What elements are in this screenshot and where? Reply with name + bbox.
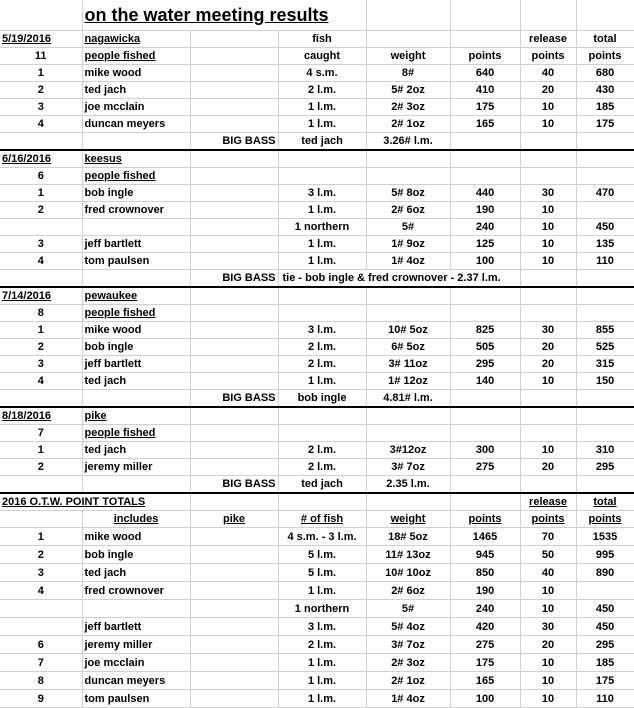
people-count: 7 (0, 425, 82, 442)
total-points-header: points (576, 48, 634, 65)
release-points: 10 (520, 582, 576, 600)
points: 300 (450, 442, 520, 459)
lake-name: nagawicka (82, 31, 190, 48)
points: 850 (450, 564, 520, 582)
big-bass-angler: bob ingle (278, 390, 366, 408)
release-points: 10 (520, 99, 576, 116)
people-count: 11 (0, 48, 82, 65)
place: 2 (0, 546, 82, 564)
fish-weight: 3# 11oz (366, 356, 450, 373)
place: 3 (0, 99, 82, 116)
lake-name: keesus (82, 150, 190, 168)
fish-caught: 2 l.m. (278, 82, 366, 99)
fish-count: 1 l.m. (278, 582, 366, 600)
fish-weight: 8# (366, 65, 450, 82)
people-fished-label: people fished (82, 425, 190, 442)
angler-name: duncan meyers (82, 116, 190, 133)
total-points: 315 (576, 356, 634, 373)
big-bass-row (0, 133, 634, 151)
total-points: 890 (576, 564, 634, 582)
angler-name: jeff bartlett (82, 236, 190, 253)
points: 100 (450, 253, 520, 270)
fish-weight: 1# 9oz (366, 236, 450, 253)
big-bass-weight: 3.26# l.m. (366, 133, 450, 151)
release-points: 20 (520, 82, 576, 99)
big-bass-row (0, 390, 634, 408)
totals-row (0, 600, 634, 618)
total-points: 110 (576, 690, 634, 708)
place: 4 (0, 116, 82, 133)
result-row (0, 459, 634, 476)
fish-caught: 1 l.m. (278, 99, 366, 116)
totals-row (0, 582, 634, 600)
place: 1 (0, 528, 82, 546)
result-row (0, 339, 634, 356)
fish-weight: 10# 5oz (366, 322, 450, 339)
angler-name: bob ingle (82, 339, 190, 356)
release-points: 10 (520, 600, 576, 618)
fish-count: 4 s.m. - 3 l.m. (278, 528, 366, 546)
event-date: 6/16/2016 (0, 150, 82, 168)
fish-caught: 3 l.m. (278, 322, 366, 339)
total-header: total (576, 31, 634, 48)
points: 275 (450, 459, 520, 476)
fish-count: 1 l.m. (278, 672, 366, 690)
place: 9 (0, 690, 82, 708)
place (0, 219, 82, 236)
totals-row (0, 546, 634, 564)
big-bass-weight: 4.81# l.m. (366, 390, 450, 408)
total-points: 110 (576, 253, 634, 270)
people-fished-row (0, 48, 634, 65)
title-row (0, 0, 634, 31)
points: 825 (450, 322, 520, 339)
result-row (0, 253, 634, 270)
angler-name: fred crownover (82, 582, 190, 600)
fish-count: 1 northern (278, 600, 366, 618)
total-points: 450 (576, 618, 634, 636)
release-points: 10 (520, 690, 576, 708)
points-header: points (450, 511, 520, 528)
fish-weight: 2# 1oz (366, 116, 450, 133)
total-weight: 2# 1oz (366, 672, 450, 690)
big-bass-weight: 2.35 l.m. (366, 476, 450, 494)
release-header: release (520, 31, 576, 48)
release-points: 10 (520, 116, 576, 133)
total-weight: 2# 3oz (366, 654, 450, 672)
place: 1 (0, 322, 82, 339)
people-fished-label: people fished (82, 168, 190, 185)
people-fished-label: people fished (82, 48, 190, 65)
fish-count: 1 l.m. (278, 654, 366, 672)
fish-weight: 2# 6oz (366, 202, 450, 219)
fish-caught: 1 l.m. (278, 116, 366, 133)
fish-caught: 1 l.m. (278, 202, 366, 219)
angler-name: ted jach (82, 442, 190, 459)
angler-name: bob ingle (82, 185, 190, 202)
big-bass-label: BIG BASS (190, 476, 278, 494)
result-row (0, 373, 634, 390)
angler-name: jeff bartlett (82, 618, 190, 636)
total-points: 185 (576, 654, 634, 672)
totals-row (0, 564, 634, 582)
place: 3 (0, 236, 82, 253)
total-weight: 11# 13oz (366, 546, 450, 564)
points: 240 (450, 219, 520, 236)
total-points: 855 (576, 322, 634, 339)
total-weight: 1# 4oz (366, 690, 450, 708)
fish-weight: 3#12oz (366, 442, 450, 459)
total-points: 310 (576, 442, 634, 459)
release-points: 10 (520, 202, 576, 219)
total-weight: 18# 5oz (366, 528, 450, 546)
fish-caught: 2 l.m. (278, 356, 366, 373)
fish-caught: 2 l.m. (278, 339, 366, 356)
angler-name: mike wood (82, 528, 190, 546)
angler-name: ted jach (82, 564, 190, 582)
totals-row (0, 618, 634, 636)
fish-weight: 5# (366, 219, 450, 236)
big-bass-label: BIG BASS (190, 390, 278, 408)
angler-name: fred crownover (82, 202, 190, 219)
release-points: 20 (520, 636, 576, 654)
pike-header: pike (190, 511, 278, 528)
result-row (0, 202, 634, 219)
angler-name: joe mcclain (82, 99, 190, 116)
release-points: 20 (520, 356, 576, 373)
release-points: 50 (520, 546, 576, 564)
total-points: 150 (576, 373, 634, 390)
event-header-row (0, 31, 634, 48)
people-count: 6 (0, 168, 82, 185)
result-row (0, 442, 634, 459)
release-points: 10 (520, 253, 576, 270)
fish-weight: 1# 12oz (366, 373, 450, 390)
total-weight: 10# 10oz (366, 564, 450, 582)
event-date: 7/14/2016 (0, 287, 82, 305)
points: 240 (450, 600, 520, 618)
points: 100 (450, 690, 520, 708)
points: 165 (450, 672, 520, 690)
total-points: 175 (576, 672, 634, 690)
totals-row (0, 528, 634, 546)
place: 4 (0, 582, 82, 600)
total-points: 450 (576, 219, 634, 236)
place: 4 (0, 253, 82, 270)
release-points: 30 (520, 185, 576, 202)
total-points: 995 (576, 546, 634, 564)
place: 3 (0, 356, 82, 373)
fish-caught: 1 northern (278, 219, 366, 236)
points: 945 (450, 546, 520, 564)
totals-heading-row (0, 493, 634, 511)
points: 275 (450, 636, 520, 654)
fish-caught: 2 l.m. (278, 442, 366, 459)
points: 190 (450, 582, 520, 600)
place (0, 600, 82, 618)
points: 140 (450, 373, 520, 390)
result-row (0, 356, 634, 373)
result-row (0, 99, 634, 116)
fish-weight: 5# 8oz (366, 185, 450, 202)
totals-row (0, 654, 634, 672)
release-points: 30 (520, 618, 576, 636)
big-bass-angler: ted jach (278, 133, 366, 151)
release-points-header: points (520, 48, 576, 65)
points: 420 (450, 618, 520, 636)
release-points: 20 (520, 459, 576, 476)
angler-name: duncan meyers (82, 672, 190, 690)
total-weight: 3# 7oz (366, 636, 450, 654)
weight-header: weight (366, 48, 450, 65)
release-points: 70 (520, 528, 576, 546)
total-points: 135 (576, 236, 634, 253)
lake-name: pike (82, 407, 190, 425)
weight-header: weight (366, 511, 450, 528)
result-row (0, 185, 634, 202)
place: 8 (0, 672, 82, 690)
points: 165 (450, 116, 520, 133)
result-row (0, 65, 634, 82)
total-weight: 5# (366, 600, 450, 618)
fish-caught: 1 l.m. (278, 373, 366, 390)
big-bass-label: BIG BASS (190, 270, 278, 288)
total-weight: 5# 4oz (366, 618, 450, 636)
big-bass-angler: ted jach (278, 476, 366, 494)
fish-count: 1 l.m. (278, 690, 366, 708)
angler-name: tom paulsen (82, 253, 190, 270)
totals-heading: 2016 O.T.W. POINT TOTALS (0, 493, 190, 511)
angler-name: joe mcclain (82, 654, 190, 672)
sheet-title: on the water meeting results (84, 4, 329, 25)
angler-name: tom paulsen (82, 690, 190, 708)
place: 4 (0, 373, 82, 390)
event-date: 5/19/2016 (0, 31, 82, 48)
angler-name: mike wood (82, 65, 190, 82)
release-points: 10 (520, 219, 576, 236)
points: 410 (450, 82, 520, 99)
total-points (576, 202, 634, 219)
points: 440 (450, 185, 520, 202)
fish-caught: 4 s.m. (278, 65, 366, 82)
place: 2 (0, 459, 82, 476)
big-bass-text: tie - bob ingle & fred crownover - 2.37 l.m. (278, 270, 520, 288)
points: 505 (450, 339, 520, 356)
angler-name: jeremy miller (82, 459, 190, 476)
fish-caught: 1 l.m. (278, 236, 366, 253)
points: 190 (450, 202, 520, 219)
place (0, 618, 82, 636)
people-fished-row (0, 305, 634, 322)
people-fished-row (0, 168, 634, 185)
fish-count: 2 l.m. (278, 636, 366, 654)
total-header: total (576, 493, 634, 511)
totals-subheader-row (0, 511, 634, 528)
total-points: 295 (576, 636, 634, 654)
fish-caught: 3 l.m. (278, 185, 366, 202)
totals-row (0, 636, 634, 654)
release-points: 10 (520, 236, 576, 253)
event-date: 8/18/2016 (0, 407, 82, 425)
place: 7 (0, 654, 82, 672)
release-points: 10 (520, 654, 576, 672)
big-bass-label: BIG BASS (190, 133, 278, 151)
points: 175 (450, 99, 520, 116)
angler-name: jeremy miller (82, 636, 190, 654)
event-header-row (0, 407, 634, 425)
points: 125 (450, 236, 520, 253)
event-header-row (0, 150, 634, 168)
people-fished-row (0, 425, 634, 442)
people-fished-label: people fished (82, 305, 190, 322)
big-bass-row (0, 270, 634, 288)
people-count: 8 (0, 305, 82, 322)
release-points: 30 (520, 322, 576, 339)
angler-name: jeff bartlett (82, 356, 190, 373)
totals-row (0, 672, 634, 690)
fish-header: fish (278, 31, 366, 48)
place: 1 (0, 185, 82, 202)
place: 1 (0, 442, 82, 459)
release-points: 20 (520, 339, 576, 356)
points: 1465 (450, 528, 520, 546)
fish-weight: 5# 2oz (366, 82, 450, 99)
total-points: 1535 (576, 528, 634, 546)
fish-caught: 1 l.m. (278, 253, 366, 270)
release-points: 10 (520, 672, 576, 690)
fish-weight: 6# 5oz (366, 339, 450, 356)
total-weight: 2# 6oz (366, 582, 450, 600)
points-header: points (450, 48, 520, 65)
total-points: 175 (576, 116, 634, 133)
place: 3 (0, 564, 82, 582)
caught-header: caught (278, 48, 366, 65)
angler-name (82, 219, 190, 236)
result-row (0, 116, 634, 133)
angler-name: mike wood (82, 322, 190, 339)
release-header: release (520, 493, 576, 511)
release-points: 10 (520, 442, 576, 459)
points: 640 (450, 65, 520, 82)
fish-count: 5 l.m. (278, 564, 366, 582)
place: 2 (0, 202, 82, 219)
total-points: 450 (576, 600, 634, 618)
big-bass-row (0, 476, 634, 494)
total-points: 470 (576, 185, 634, 202)
place: 6 (0, 636, 82, 654)
result-row (0, 82, 634, 99)
release-points-header: points (520, 511, 576, 528)
angler-name: ted jach (82, 373, 190, 390)
release-points: 40 (520, 65, 576, 82)
angler-name (82, 600, 190, 618)
includes-header: includes (82, 511, 190, 528)
result-row (0, 322, 634, 339)
fish-count: 5 l.m. (278, 546, 366, 564)
fish-weight: 2# 3oz (366, 99, 450, 116)
fish-weight: 3# 7oz (366, 459, 450, 476)
total-points-header: points (576, 511, 634, 528)
place: 2 (0, 339, 82, 356)
event-header-row (0, 287, 634, 305)
place: 1 (0, 65, 82, 82)
result-row (0, 236, 634, 253)
total-points: 430 (576, 82, 634, 99)
fish-caught: 2 l.m. (278, 459, 366, 476)
points: 175 (450, 654, 520, 672)
total-points (576, 582, 634, 600)
release-points: 40 (520, 564, 576, 582)
release-points: 10 (520, 373, 576, 390)
lake-name: pewaukee (82, 287, 190, 305)
fish-count-header: # of fish (278, 511, 366, 528)
place: 2 (0, 82, 82, 99)
angler-name: bob ingle (82, 546, 190, 564)
result-row (0, 219, 634, 236)
points: 295 (450, 356, 520, 373)
total-points: 680 (576, 65, 634, 82)
fish-weight: 1# 4oz (366, 253, 450, 270)
angler-name: ted jach (82, 82, 190, 99)
fish-count: 3 l.m. (278, 618, 366, 636)
total-points: 525 (576, 339, 634, 356)
total-points: 185 (576, 99, 634, 116)
total-points: 295 (576, 459, 634, 476)
